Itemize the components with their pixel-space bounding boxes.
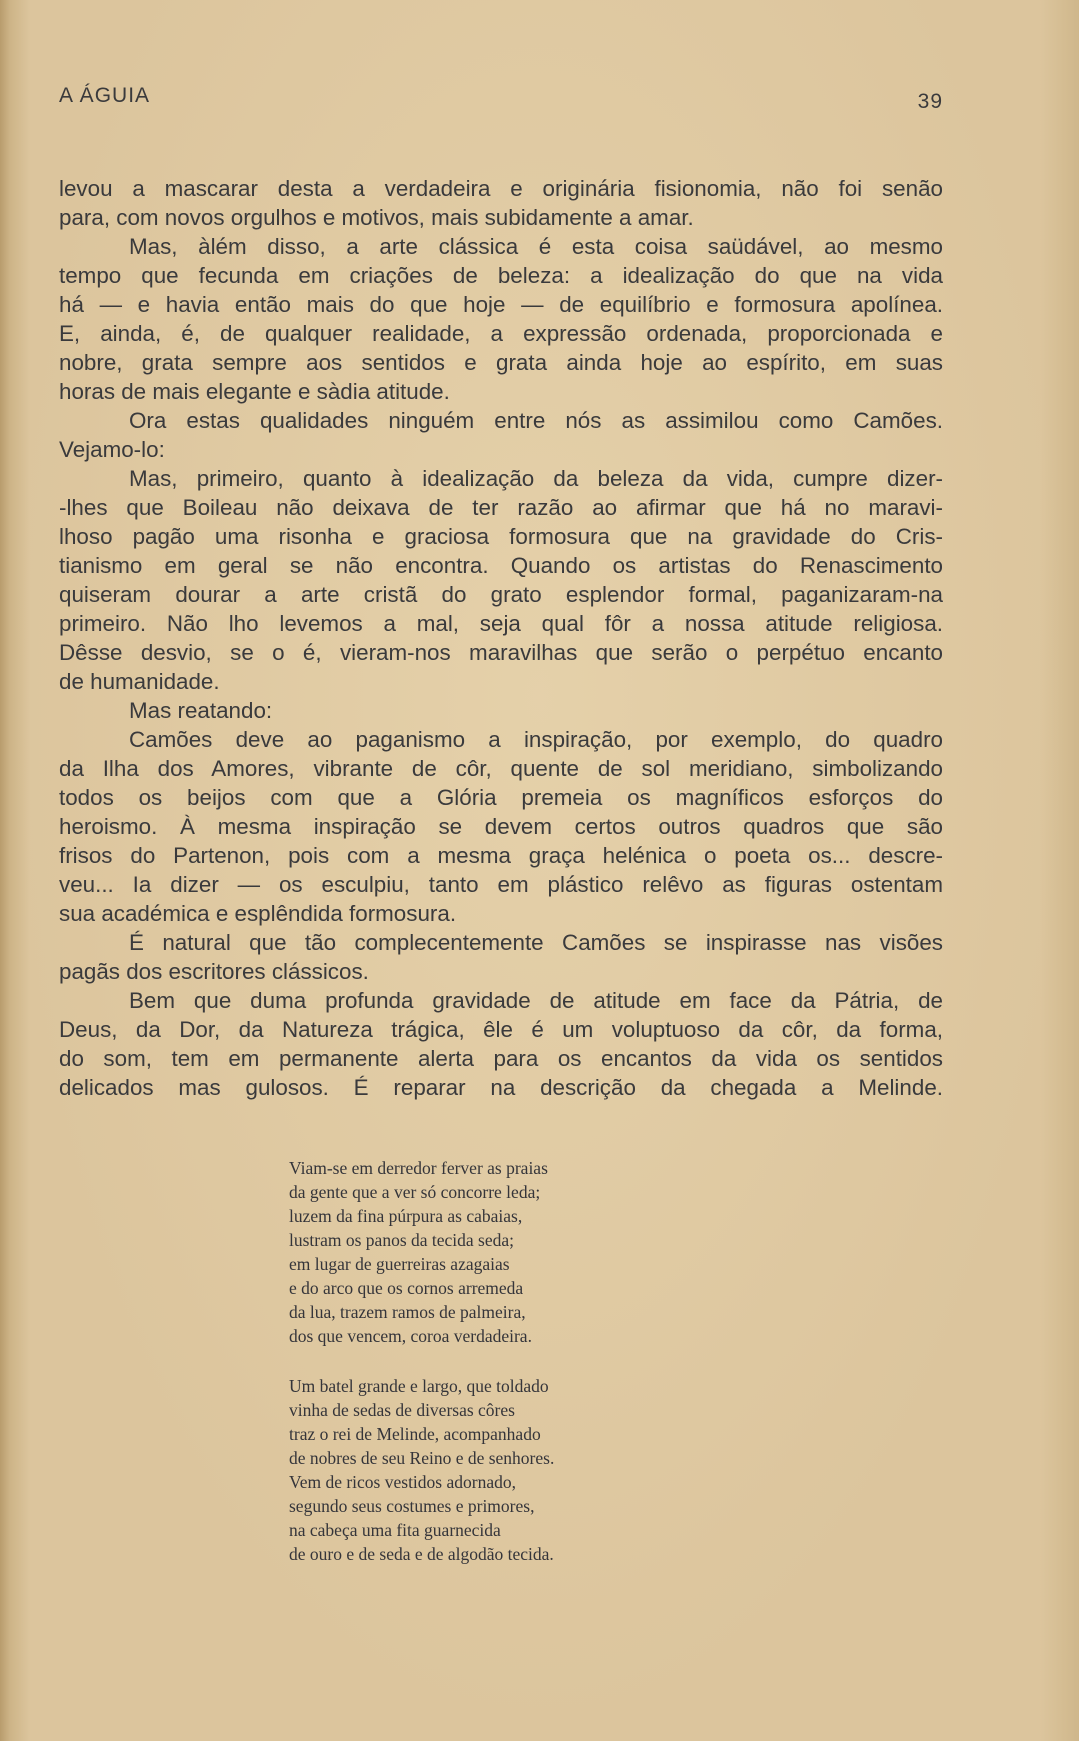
prose-line: pagãs dos escritores clássicos. xyxy=(59,959,369,984)
prose-line: do som, tem em permanente alerta para os encantos da vida os sentidos xyxy=(59,1046,943,1071)
prose-line: tianismo em geral se não encontra. Quando os artistas do Renascimento xyxy=(59,553,943,578)
prose-line: Bem que duma profunda gravidade de atitude em face da Pátria, de xyxy=(129,988,943,1013)
prose-line: de humanidade. xyxy=(59,669,220,694)
prose-line: lhoso pagão uma risonha e graciosa formosura que na gravidade do Cris- xyxy=(59,524,943,549)
prose-line: Mas, primeiro, quanto à idealização da beleza da vida, cumpre dizer- xyxy=(129,466,943,491)
prose-line: nobre, grata sempre aos sentidos e grata ainda hoje ao espírito, em suas xyxy=(59,350,943,375)
prose-line: quiseram dourar a arte cristã do grato esplendor formal, paganizaram-na xyxy=(59,582,943,607)
prose-line: da Ilha dos Amores, vibrante de côr, quente de sol meridiano, simbolizando xyxy=(59,756,943,781)
verse-line: segundo seus costumes e primores, xyxy=(289,1496,535,1516)
verse-line: Vem de ricos vestidos adornado, xyxy=(289,1472,516,1492)
prose-line: frisos do Partenon, pois com a mesma graça helénica o poeta os... descre- xyxy=(59,843,943,868)
verse-line: e do arco que os cornos arremeda xyxy=(289,1278,524,1298)
verse-line: da lua, trazem ramos de palmeira, xyxy=(289,1302,526,1322)
prose-line: para, com novos orgulhos e motivos, mais subidamente a amar. xyxy=(59,205,694,230)
prose-line: E, ainda, é, de qualquer realidade, a expressão ordenada, proporcionada e xyxy=(59,321,943,346)
prose-line: sua académica e esplêndida formosura. xyxy=(59,901,457,926)
verse-line: lustram os panos da tecida seda; xyxy=(289,1230,515,1250)
prose-line: Dêsse desvio, se o é, vieram-nos maravilhas que serão o perpétuo encanto xyxy=(59,640,943,665)
verse-line: de ouro e de seda e de algodão tecida. xyxy=(289,1544,554,1564)
prose-line: Mas reatando: xyxy=(129,698,273,723)
verse-line: Um batel grande e largo, que toldado xyxy=(289,1376,549,1396)
verse-line: vinha de sedas de diversas côres xyxy=(289,1400,515,1420)
verse-line: de nobres de seu Reino e de senhores. xyxy=(289,1448,555,1468)
prose-line: levou a mascarar desta a verdadeira e originária fisionomia, não foi senão xyxy=(59,176,943,201)
prose-line: É natural que tão complecentemente Camões se inspirasse nas visões xyxy=(129,930,943,955)
prose-line: Camões deve ao paganismo a inspiração, por exemplo, do quadro xyxy=(129,727,943,752)
prose-line: tempo que fecunda em criações de beleza: a idealização do que na vida xyxy=(59,263,943,288)
verse-line: Viam-se em derredor ferver as praias xyxy=(289,1158,548,1178)
prose-line: primeiro. Não lho levemos a mal, seja qual fôr a nossa atitude religiosa. xyxy=(59,611,943,636)
page-number: 39 xyxy=(917,90,943,113)
verse-line: em lugar de guerreiras azagaias xyxy=(289,1254,510,1274)
prose-line: heroismo. À mesma inspiração se devem certos outros quadros que são xyxy=(59,814,943,839)
running-title: A ÁGUIA xyxy=(59,84,151,107)
prose-line: todos os beijos com que a Glória premeia os magníficos esforços do xyxy=(59,785,943,810)
prose-line: Mas, àlém disso, a arte clássica é esta coisa saüdável, ao mesmo xyxy=(129,234,943,259)
verse-stanza-1 xyxy=(289,1156,548,1348)
prose-line: delicados mas gulosos. É reparar na descrição da chegada a Melinde. xyxy=(59,1075,943,1100)
verse-line: da gente que a ver só concorre leda; xyxy=(289,1182,541,1202)
verse-line: traz o rei de Melinde, acompanhado xyxy=(289,1424,541,1444)
prose-body xyxy=(59,174,943,1102)
verse-line: luzem da fina púrpura as cabaias, xyxy=(289,1206,523,1226)
verse-line: dos que vencem, coroa verdadeira. xyxy=(289,1326,532,1346)
prose-line: veu... Ia dizer — os esculpiu, tanto em plástico relêvo as figuras ostentam xyxy=(59,872,943,897)
prose-line: horas de mais elegante e sàdia atitude. xyxy=(59,379,450,404)
verse-line: na cabeça uma fita guarnecida xyxy=(289,1520,501,1540)
verse-stanza-2 xyxy=(289,1374,554,1566)
prose-line: há — e havia então mais do que hoje — de equilíbrio e formosura apolínea. xyxy=(59,292,943,317)
running-header xyxy=(59,84,943,114)
prose-line: Ora estas qualidades ninguém entre nós as assimilou como Camões. xyxy=(129,408,943,433)
prose-line: -lhes que Boileau não deixava de ter razão ao afirmar que há no maravi- xyxy=(59,495,943,520)
prose-line: Vejamo-lo: xyxy=(59,437,165,462)
prose-line: Deus, da Dor, da Natureza trágica, êle é um voluptuoso da côr, da forma, xyxy=(59,1017,943,1042)
